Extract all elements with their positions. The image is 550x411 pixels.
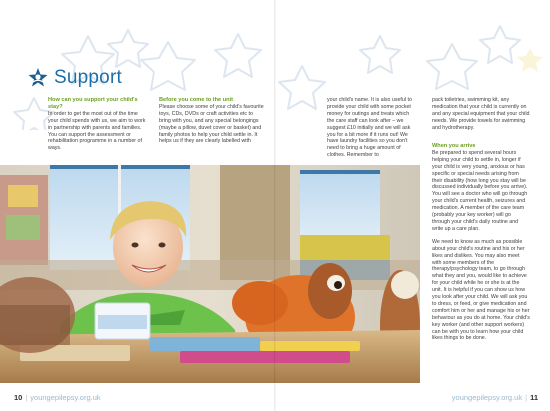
paragraph: We need to know as much as possible about your child's routine and his or her likes and dislikes. You may also meet with some members of the therapy/psychology team, to go through what they and you, would like to achieve for your child while he or she is at the unit. It is helpful if you can show us how you look after your child. We will ask you to dress, or feed, or give medication and comfort him or her and manage his or her behaviour as you do at home. Your child's key worker (and other support workers) can be with you to learn how your child likes things to be done. [432,238,530,342]
page-number: 11 [530,393,538,402]
footer-separator: | [525,393,528,402]
paragraph: pack toiletries, swimming kit, any medication that your child is currently on and any special equipment that your child needs. We provide towels for swimming and hydrotherapy. [432,97,530,131]
when-you-arrive-section [432,143,530,348]
section-heading: How can you support your child's stay? [48,97,138,110]
star-outline-icon [480,26,520,63]
section-heading: Before you come to the unit [159,97,233,103]
page-number: 10 [14,393,23,402]
column-3 [327,97,415,165]
star-person-logo-icon [26,66,50,90]
column-2 [159,97,264,151]
star-outline-icon [141,42,195,90]
boy-playing-with-toys-photo [0,165,420,383]
page-title: Support [54,67,122,88]
column-1 [48,97,148,158]
star-outline-icon [360,36,400,73]
paragraph: Be prepared to spend several hours helping your child to settle in, longer if your child is very young, anxious or has specific or special needs arising from their disability (how long you stay will be discussed individually before you arrive). You will see a doctor who will go through your child's current health, seizures and medication. A member of the care team (probably your key worker) will go through your child's daily routine and write up a care plan. [432,149,528,232]
footer-url[interactable]: youngepilepsy.org.uk [451,393,523,402]
footer-left [14,393,101,402]
star-outline-icon [427,44,477,89]
star-filled-icon [517,48,543,72]
footer-url[interactable]: youngepilepsy.org.uk [30,393,101,402]
star-outline-icon [215,34,261,77]
page-spine [274,0,276,411]
column-4 [432,97,530,342]
paragraph: In order to get the most out of the time your child spends with us, we aim to work in partnership with parents and families. You can support the assessment or rehabilitation programme in a number of ways. [48,110,146,152]
section-header [26,66,122,90]
section-heading: When you arrive [432,143,476,149]
paragraph: your child's name. It is also useful to provide your child with some pocket money for outings and treats which the care staff can look after – we suggest £10 initially and we will ask you for a bit more if it runs out! We have laundry facilities so you don't need to bring a huge amount of clothes. Remember to [327,97,412,159]
footer-separator: | [25,393,28,402]
paragraph: Please choose some of your child's favourite toys, CDs, DVDs or craft activities etc to bring with you, and any special belongings (maybe a pillow, duvet cover or basket) and family photos to help your child settle in. It helps us if they are clearly labelled with [159,103,264,145]
footer-right [452,393,538,402]
star-outline-icon [279,66,325,109]
